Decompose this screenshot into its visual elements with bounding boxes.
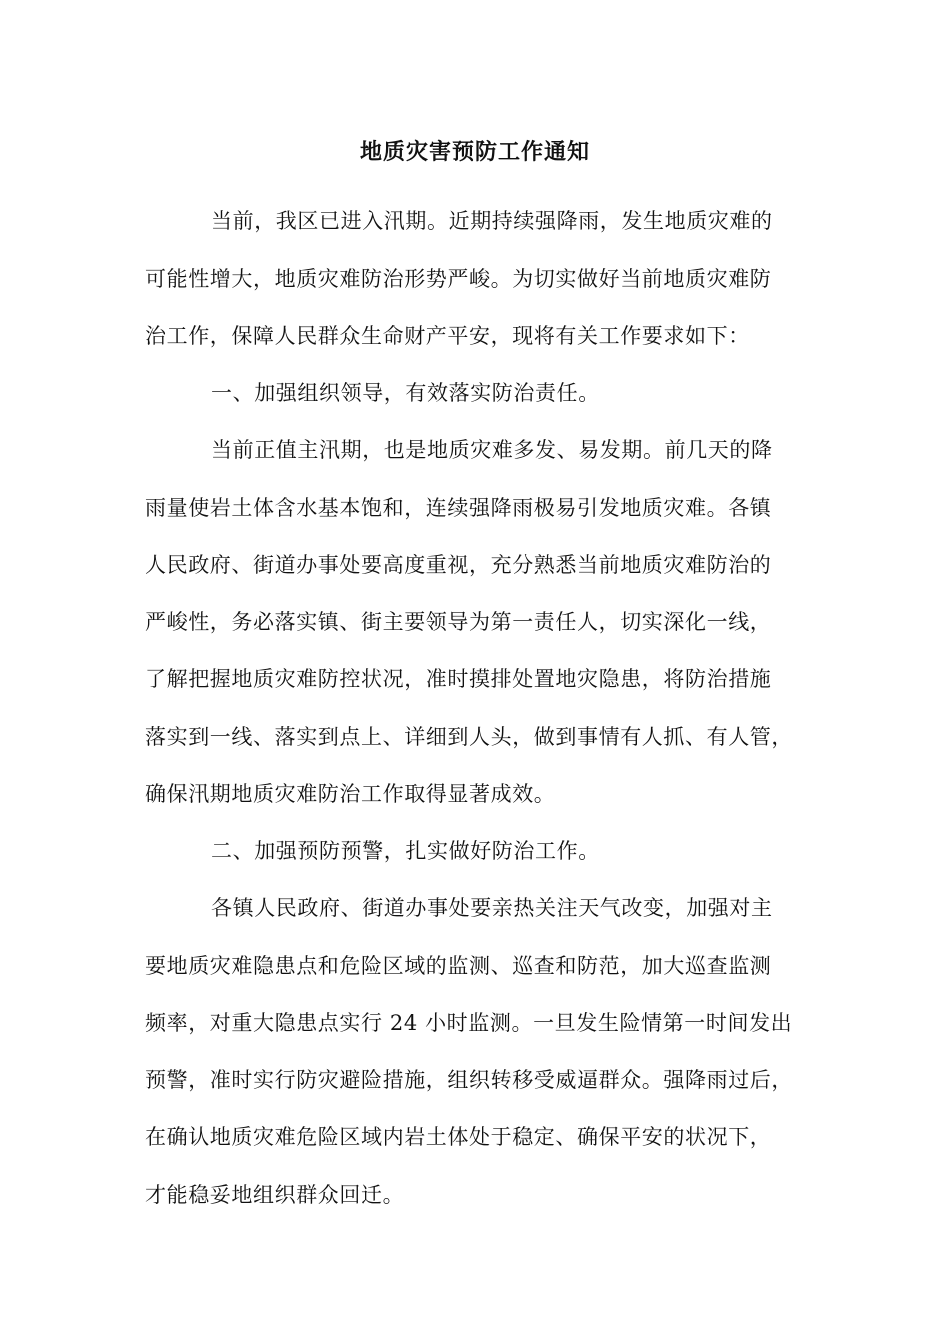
- paragraph-section2-line-2: 要地质灾难隐患点和危险区域的监测、巡查和防范，加大巡查监测: [145, 954, 772, 978]
- paragraph-section1-line-1: 当前正值主汛期，也是地质灾难多发、易发期。前几天的降: [211, 438, 773, 462]
- paragraph-intro-line-2: 可能性增大，地质灾难防治形势严峻。为切实做好当前地质灾难防: [145, 267, 772, 291]
- section-heading-2: 二、加强预防预警，扎实做好防治工作。: [211, 839, 600, 863]
- paragraph-section2-line-6: 才能稳妥地组织群众回迁。: [145, 1183, 405, 1207]
- paragraph-intro-line-3: 治工作，保障人民群众生命财产平安，现将有关工作要求如下：: [145, 324, 750, 348]
- paragraph-section2-line-4: 预警，准时实行防灾避险措施，组织转移受威逼群众。强降雨过后，: [145, 1068, 793, 1092]
- paragraph-section1-line-5: 了解把握地质灾难防控状况，准时摸排处置地灾隐患，将防治措施: [145, 667, 772, 691]
- paragraph-section1-line-4: 严峻性，务必落实镇、街主要领导为第一责任人，切实深化一线，: [145, 610, 772, 634]
- paragraph-section1-line-7: 确保汛期地质灾难防治工作取得显著成效。: [145, 782, 556, 806]
- paragraph-section2-line-1: 各镇人民政府、街道办事处要亲热关注天气改变，加强对主: [211, 896, 773, 920]
- paragraph-section1-line-2: 雨量使岩土体含水基本饱和，连续强降雨极易引发地质灾难。各镇: [145, 496, 772, 520]
- paragraph-intro-line-1: 当前，我区已进入汛期。近期持续强降雨，发生地质灾难的: [211, 209, 773, 233]
- paragraph-section2-line-5: 在确认地质灾难危险区域内岩土体处于稳定、确保平安的状况下，: [145, 1125, 772, 1149]
- document-title: 地质灾害预防工作通知: [359, 139, 590, 165]
- section-heading-1: 一、加强组织领导，有效落实防治责任。: [211, 381, 600, 405]
- paragraph-section1-line-3: 人民政府、街道办事处要高度重视，充分熟悉当前地质灾难防治的: [145, 553, 772, 577]
- paragraph-section2-line-3: 频率，对重大隐患点实行 24 小时监测。一旦发生险情第一时间发出: [145, 1011, 793, 1035]
- paragraph-section1-line-6: 落实到一线、落实到点上、详细到人头，做到事情有人抓、有人管，: [145, 725, 793, 749]
